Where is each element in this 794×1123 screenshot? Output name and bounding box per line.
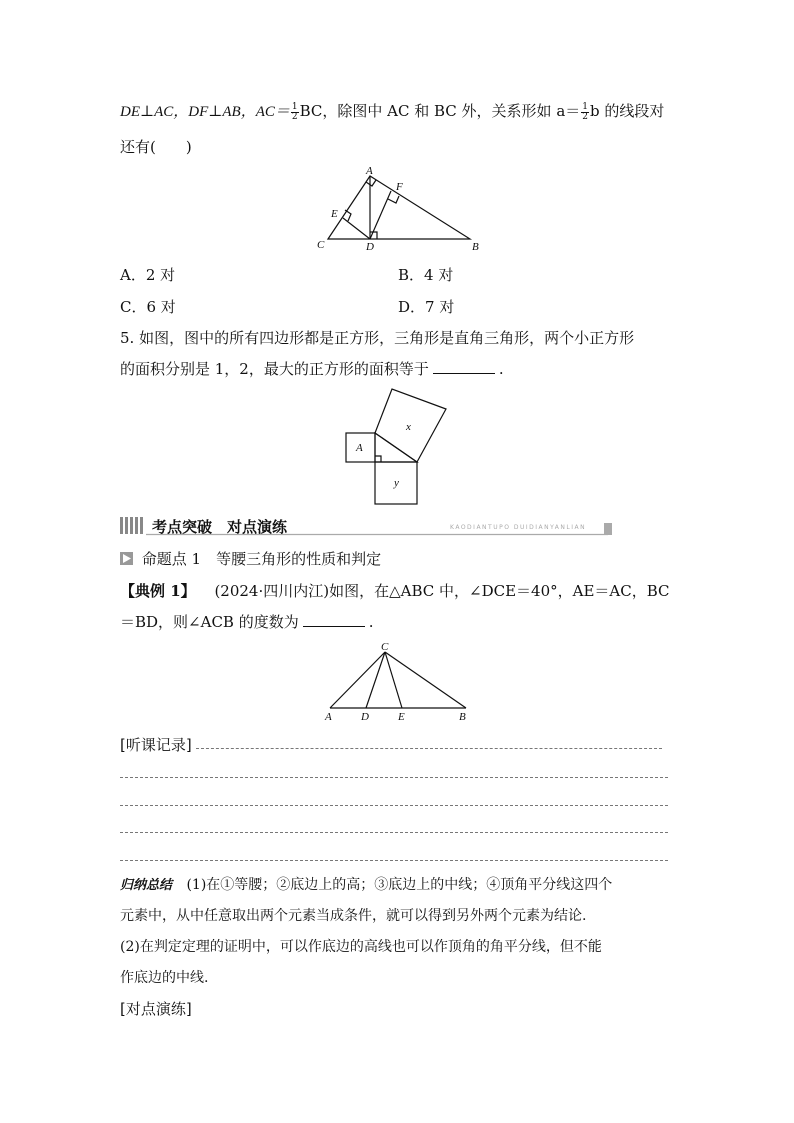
section-bar-stripe-3 [130, 517, 133, 534]
summary-line1 [120, 874, 612, 894]
q5-right-angle [375, 456, 381, 462]
q4-label-a: A [366, 165, 373, 177]
summary-line1-text: (1)在①等腰；②底边上的高；③底边上的中线；④顶角平分线这四个 [186, 877, 613, 893]
q4-right-angle-d [370, 232, 377, 239]
summary-tag: 归纳总结 [120, 878, 173, 893]
notes-line-3[interactable] [120, 805, 668, 806]
notes-line-5[interactable] [120, 860, 668, 861]
q5-label-x: x [406, 421, 411, 433]
notes-line-4[interactable] [120, 832, 668, 833]
q4-right-angle-f [388, 196, 399, 203]
section-bar-stripe-4 [135, 517, 138, 534]
q5-line1: 5. 如图，图中的所有四边形都是正方形，三角形是直角三角形，两个小正方形 [120, 329, 635, 347]
q4-label-b: B [472, 241, 479, 253]
q5-line2-text: 的面积分别是 1，2，最大的正方形的面积等于 [120, 360, 429, 378]
q5-line2-end: . [498, 360, 504, 378]
ex-label-e: E [398, 711, 405, 723]
practice-label: [对点演练] [120, 1000, 192, 1018]
notes-line-1[interactable] [196, 748, 662, 749]
ex-label-a: A [325, 711, 332, 723]
q5-answer-blank[interactable] [433, 361, 495, 374]
example-answer-blank[interactable] [303, 614, 365, 627]
ex-ca [330, 652, 385, 708]
q4-option-a: A．2 对 [120, 266, 176, 284]
q5-square-x [375, 389, 446, 462]
q5-square-a [346, 433, 375, 462]
example-line2-text: ＝BD，则∠ACB 的度数为 [120, 613, 299, 631]
q4-option-b: B．4 对 [398, 266, 454, 284]
topic-label: 命题点 1 等腰三角形的性质和判定 [141, 550, 382, 568]
q4-line2: 还有( ) [120, 138, 192, 156]
notes-label: [听课记录] [120, 736, 192, 754]
q4-text-mid: BC，除图中 AC 和 BC 外，关系形如 a＝ [299, 102, 581, 120]
q4-line1 [120, 100, 664, 122]
q4-right-angle-e [345, 210, 351, 221]
q4-label-d: D [366, 241, 374, 253]
section-subtitle: KAODIANTUPO DUIDIANYANLIAN [450, 524, 587, 531]
q4-frac-den: 2 [291, 111, 298, 122]
section-bar-stripe-1 [120, 517, 123, 534]
q5-label-a: A [356, 442, 363, 454]
q5-square-y [375, 462, 417, 504]
example-source: (2024·四川内江)如图，在△ABC 中，∠DCE＝40°，AE＝AC，BC [214, 582, 670, 600]
example-line1 [120, 580, 670, 601]
ex-label-c: C [381, 641, 389, 653]
q4-label-c: C [317, 239, 325, 251]
play-triangle-icon [120, 552, 133, 565]
ex-ce [385, 652, 402, 708]
notes-line-2[interactable] [120, 777, 668, 778]
q4-fraction-2 [581, 103, 589, 122]
q4-text-before: DE⊥AC，DF⊥AB，AC＝ [120, 104, 290, 120]
q4-frac2-den: 2 [582, 111, 588, 122]
q4-label-f: F [396, 181, 403, 193]
ex-cb [385, 652, 466, 708]
q4-fraction-1 [291, 103, 299, 122]
section-title: 考点突破 对点演练 [152, 518, 288, 536]
topic-line [120, 548, 381, 569]
q4-frac2-num: 1 [582, 101, 588, 112]
q5-right-triangle [375, 433, 417, 462]
ex-cd [366, 652, 385, 708]
q4-frac-num: 1 [291, 101, 298, 112]
q4-df [370, 191, 391, 239]
summary-line3: (2)在判定定理的证明中，可以作底边的高线也可以作顶角的角平分线，但不能 [120, 939, 602, 955]
example-tag: 【典例 1】 [120, 582, 196, 600]
q4-de [343, 218, 370, 239]
example-line2 [120, 611, 374, 632]
q4-option-c: C．6 对 [120, 298, 176, 316]
summary-line2: 元素中，从中任意取出两个元素当成条件，就可以得到另外两个元素为结论. [120, 908, 587, 924]
ex-label-b: B [459, 711, 466, 723]
example-line2-end: . [368, 613, 374, 631]
q4-triangle [328, 176, 470, 239]
q5-label-y: y [394, 477, 399, 489]
q4-option-d: D．7 对 [398, 298, 455, 316]
section-bar-stripe-2 [125, 517, 128, 534]
section-bar-stripe-5 [140, 517, 143, 534]
section-header [120, 516, 614, 536]
summary-line4: 作底边的中线. [120, 970, 209, 986]
section-bar-end [604, 523, 612, 535]
q4-text-after: b 的线段对 [590, 102, 665, 120]
ex-label-d: D [361, 711, 369, 723]
q5-line2 [120, 358, 504, 379]
q4-label-e: E [331, 208, 338, 220]
q4-right-angle-a [366, 180, 376, 186]
